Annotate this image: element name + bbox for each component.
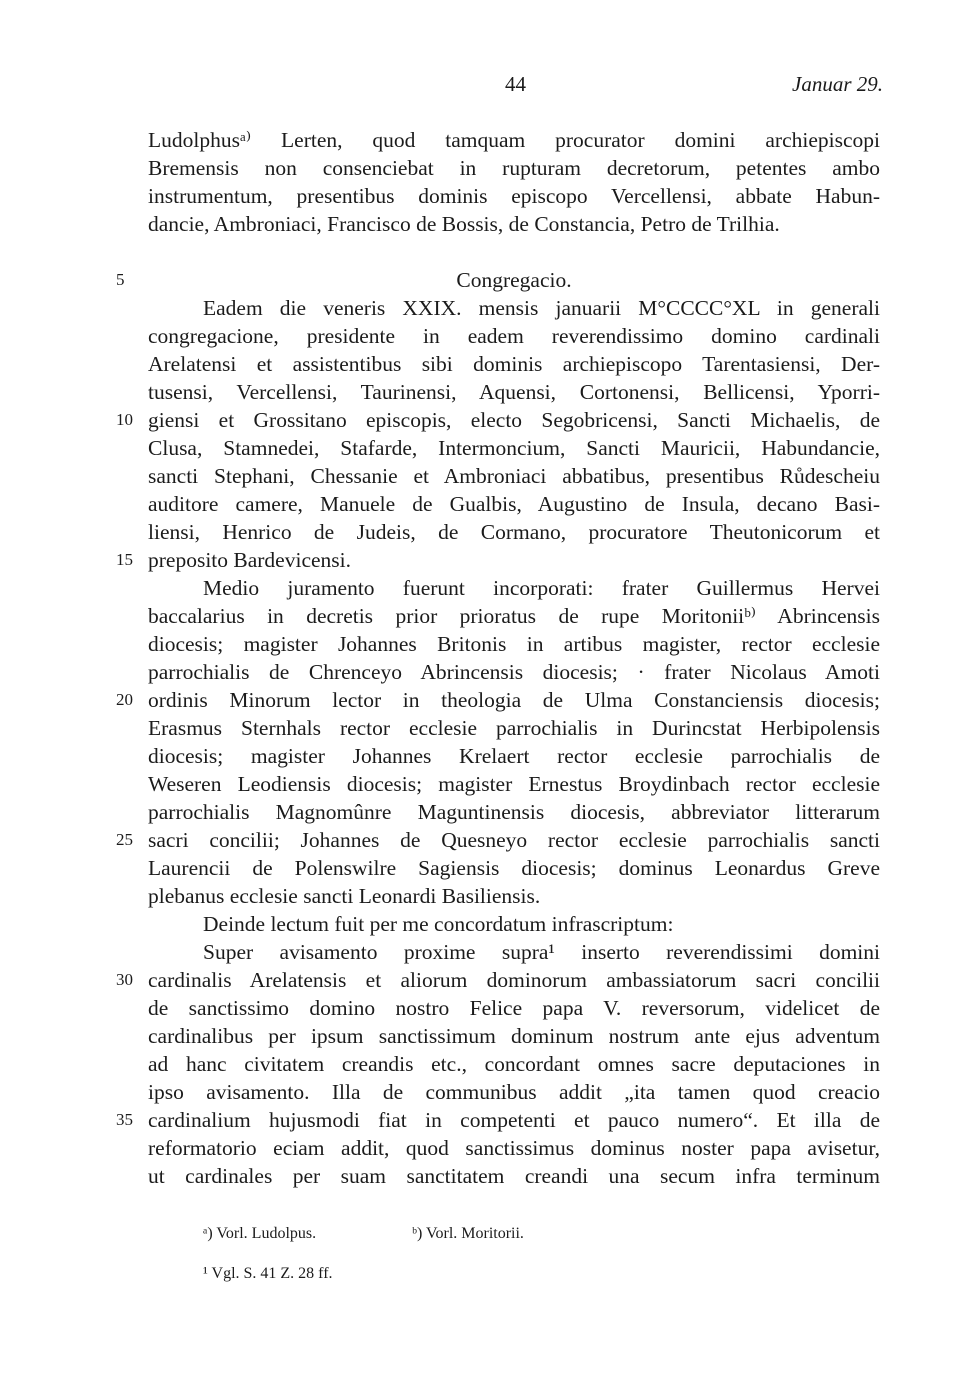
footnote-b: ᵇ) Vorl. Moritorii. xyxy=(412,1225,524,1242)
running-head: Januar 29. xyxy=(792,72,883,96)
text-line: liensi, Henrico de Judeis, de Cormano, procuratore Theutonicorum et xyxy=(148,520,880,544)
text-line: Arelatensi et assistentibus sibi dominis archiepiscopo Tarentasiensi, Der- xyxy=(148,352,880,376)
line-number: 30 xyxy=(116,970,133,989)
text-line: ad hanc civitatem creandis etc., concordant omnes sacre deputaciones in xyxy=(148,1052,880,1076)
text-line: parrochialis Magnomûnre Maguntinensis diocesis, abbreviator litterarum xyxy=(148,800,880,824)
text-line: tusensi, Vercellensi, Taurinensi, Aquensi, Cortonensi, Bellicensi, Yporri- xyxy=(148,380,880,404)
text-line: instrumentum, presentibus dominis episcopo Vercellensi, abbate Habun- xyxy=(148,184,880,208)
text-line: plebanus ecclesie sancti Leonardi Basiliensis. xyxy=(148,884,541,908)
line-number: 25 xyxy=(116,830,133,849)
footnote-a: ᵃ) Vorl. Ludolpus. xyxy=(203,1225,317,1242)
text-line: cardinalibus per ipsum sanctissimum dominum nostrum ante ejus adventum xyxy=(148,1024,880,1048)
text-line: congregacione, presidente in eadem reverendissimo domino cardinali xyxy=(148,324,880,348)
text-line: sancti Stephani, Chessanie et Ambroniaci abbatibus, presentibus Růdescheiu xyxy=(148,464,880,488)
text-line: Bremensis non consenciebat in rupturam decretorum, petentes ambo xyxy=(148,156,880,180)
text-line: preposito Bardevicensi. xyxy=(148,548,352,572)
text-line: cardinalis Arelatensis et aliorum dominorum ambassiatorum sacri concilii xyxy=(148,968,880,992)
line-number: 5 xyxy=(116,270,125,289)
text-line: Ludolphusᵃ⁾ Lerten, quod tamquam procurator domini archiepiscopi xyxy=(148,128,880,152)
text-line: auditore camere, Manuele de Gualbis, Augustino de Insula, decano Basi- xyxy=(148,492,880,516)
text-line: Deinde lectum fuit per me concordatum infrascriptum: xyxy=(203,912,674,936)
text-line: Clusa, Stamnedei, Stafarde, Intermoncium, Sancti Mauricii, Habundancie, xyxy=(148,436,880,460)
text-line: diocesis; magister Johannes Krelaert rector ecclesie parrochialis de xyxy=(148,744,880,768)
text-line: dancie, Ambroniaci, Francisco de Bossis, de Constancia, Petro de Trilhia. xyxy=(148,212,780,236)
line-number: 15 xyxy=(116,550,133,569)
page-header xyxy=(0,72,960,102)
text-line: ipso avisamento. Illa de communibus addit „ita tamen quod creacio xyxy=(148,1080,880,1104)
text-line: Erasmus Sternhals rector ecclesie parrochialis in Durincstat Herbipolensis xyxy=(148,716,880,740)
text-line: Super avisamento proxime supra¹ inserto reverendissimi domini xyxy=(203,940,880,964)
text-line: Medio juramento fuerunt incorporati: frater Guillermus Hervei xyxy=(203,576,880,600)
text-line: de sanctissimo domino nostro Felice papa V. reversorum, videlicet de xyxy=(148,996,880,1020)
text-line: Laurencii de Polenswilre Sagiensis diocesis; dominus Leonardus Greve xyxy=(148,856,880,880)
text-line: Weseren Leodiensis diocesis; magister Ernestus Broydinbach rector ecclesie xyxy=(148,772,880,796)
text-line: baccalarius in decretis prior prioratus de rupe Moritoniiᵇ⁾ Abrincensis xyxy=(148,604,880,628)
text-line: diocesis; magister Johannes Britonis in artibus magister, rector ecclesie xyxy=(148,632,880,656)
footnote-1: ¹ Vgl. S. 41 Z. 28 ff. xyxy=(203,1265,333,1282)
line-number: 20 xyxy=(116,690,133,709)
text-line: cardinalium hujusmodi fiat in competenti et pauco numero“. Et illa de xyxy=(148,1108,880,1132)
page-number: 44 xyxy=(505,72,526,96)
section-heading: Congregacio. xyxy=(456,268,572,292)
text-line: ut cardinales per suam sanctitatem creandi una secum infra terminum xyxy=(148,1164,880,1188)
text-line: ordinis Minorum lector in theologia de Ulma Constanciensis diocesis; xyxy=(148,688,880,712)
text-line: Eadem die veneris XXIX. mensis januarii M°CCCC°XL in generali xyxy=(203,296,880,320)
line-number: 35 xyxy=(116,1110,133,1129)
line-number: 10 xyxy=(116,410,133,429)
text-line: giensi et Grossitano episcopis, electo Segobricensi, Sancti Michaelis, de xyxy=(148,408,880,432)
text-line: reformatorio eciam addit, quod sanctissimus dominus noster papa avisetur, xyxy=(148,1136,880,1160)
text-line: parrochialis de Chrenceyo Abrincensis diocesis; · frater Nicolaus Amoti xyxy=(148,660,880,684)
text-line: sacri concilii; Johannes de Quesneyo rector ecclesie parrochialis sancti xyxy=(148,828,880,852)
